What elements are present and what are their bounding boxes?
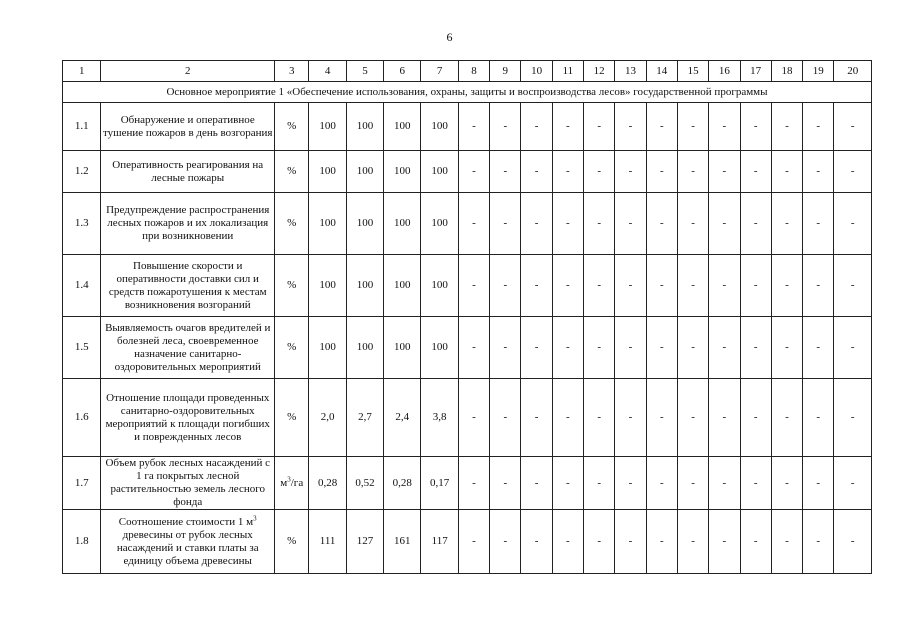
value-cell: - xyxy=(458,510,489,574)
header-cell: 4 xyxy=(309,61,346,82)
value-cell: - xyxy=(615,103,646,151)
value-cell: 100 xyxy=(384,193,421,255)
row-number: 1.6 xyxy=(63,379,101,457)
value-cell: 100 xyxy=(346,255,383,317)
value-cell: - xyxy=(677,151,708,193)
value-cell: - xyxy=(771,317,802,379)
value-cell: - xyxy=(709,510,740,574)
value-cell: - xyxy=(646,193,677,255)
value-cell: 100 xyxy=(421,193,458,255)
value-cell: - xyxy=(740,457,771,510)
page-number: 6 xyxy=(446,30,453,44)
value-cell: 100 xyxy=(346,317,383,379)
value-cell: - xyxy=(709,193,740,255)
header-cell: 15 xyxy=(677,61,708,82)
value-cell: - xyxy=(834,317,872,379)
value-cell: - xyxy=(490,379,521,457)
table-row xyxy=(63,317,872,379)
value-cell: - xyxy=(552,103,583,151)
section-row xyxy=(63,82,872,103)
value-cell: - xyxy=(615,317,646,379)
value-cell: - xyxy=(552,510,583,574)
table-row xyxy=(63,457,872,510)
value-cell: 2,7 xyxy=(346,379,383,457)
unit-part: /га xyxy=(290,476,304,489)
header-cell: 10 xyxy=(521,61,552,82)
value-cell: - xyxy=(771,510,802,574)
value-cell: - xyxy=(709,379,740,457)
value-cell: - xyxy=(521,317,552,379)
header-cell: 17 xyxy=(740,61,771,82)
value-cell: - xyxy=(584,457,615,510)
indicator-name: Оперативность реагирования на лесные пожары xyxy=(101,151,275,193)
value-cell: - xyxy=(584,193,615,255)
value-cell: - xyxy=(490,510,521,574)
indicator-name: Объем рубок лесных насаждений с 1 га покрытых лесной растительностью земель лесного фонда xyxy=(101,457,275,510)
value-cell: - xyxy=(677,255,708,317)
value-cell: - xyxy=(740,379,771,457)
header-cell: 11 xyxy=(552,61,583,82)
value-cell: 100 xyxy=(421,103,458,151)
value-cell: 3,8 xyxy=(421,379,458,457)
value-cell: - xyxy=(584,103,615,151)
value-cell: - xyxy=(709,103,740,151)
header-cell: 13 xyxy=(615,61,646,82)
value-cell: - xyxy=(584,379,615,457)
value-cell: - xyxy=(584,151,615,193)
table-row xyxy=(63,379,872,457)
value-cell: - xyxy=(646,510,677,574)
header-cell: 1 xyxy=(63,61,101,82)
value-cell: 100 xyxy=(346,193,383,255)
indicator-name: Отношение площади проведенных санитарно-оздоровительных мероприятий к площади погибших и поврежденных лесов xyxy=(101,379,275,457)
unit-cell: % xyxy=(275,510,309,574)
unit-cell: % xyxy=(275,103,309,151)
value-cell: - xyxy=(458,255,489,317)
value-cell: - xyxy=(646,151,677,193)
indicator-name xyxy=(101,510,275,574)
indicator-name-sup: 3 xyxy=(253,513,257,522)
value-cell: - xyxy=(521,255,552,317)
header-cell: 3 xyxy=(275,61,309,82)
value-cell: - xyxy=(740,510,771,574)
value-cell: 2,0 xyxy=(309,379,346,457)
indicator-name: Обнаружение и оперативное тушение пожаров в день возгорания xyxy=(101,103,275,151)
value-cell: - xyxy=(646,317,677,379)
value-cell: - xyxy=(552,193,583,255)
value-cell: - xyxy=(834,255,872,317)
value-cell: - xyxy=(552,379,583,457)
value-cell: - xyxy=(521,510,552,574)
indicator-name-part: Соотношение стоимости 1 м xyxy=(118,515,254,528)
header-cell: 14 xyxy=(646,61,677,82)
header-cell: 7 xyxy=(421,61,458,82)
value-cell: - xyxy=(646,255,677,317)
value-cell: - xyxy=(584,255,615,317)
value-cell: - xyxy=(803,255,834,317)
value-cell: - xyxy=(803,317,834,379)
value-cell: - xyxy=(709,151,740,193)
value-cell: 100 xyxy=(309,151,346,193)
value-cell: - xyxy=(834,379,872,457)
value-cell: 0,28 xyxy=(309,457,346,510)
indicators-table xyxy=(62,60,872,574)
value-cell: 0,17 xyxy=(421,457,458,510)
value-cell: - xyxy=(615,457,646,510)
value-cell: - xyxy=(771,255,802,317)
value-cell: - xyxy=(677,103,708,151)
value-cell: - xyxy=(490,151,521,193)
row-number: 1.1 xyxy=(63,103,101,151)
value-cell: - xyxy=(490,457,521,510)
value-cell: - xyxy=(740,317,771,379)
value-cell: 100 xyxy=(421,255,458,317)
header-cell: 19 xyxy=(803,61,834,82)
value-cell: - xyxy=(458,103,489,151)
value-cell: - xyxy=(458,193,489,255)
header-cell: 9 xyxy=(490,61,521,82)
unit-cell: % xyxy=(275,193,309,255)
value-cell: 2,4 xyxy=(384,379,421,457)
indicator-name: Выявляемость очагов вредителей и болезней леса, своевременное назначение санитарно-оздоровительных мероприятий xyxy=(101,317,275,379)
value-cell: - xyxy=(521,151,552,193)
value-cell: - xyxy=(490,317,521,379)
value-cell: - xyxy=(552,457,583,510)
value-cell: - xyxy=(834,103,872,151)
value-cell: - xyxy=(458,457,489,510)
value-cell: - xyxy=(552,255,583,317)
unit-cell xyxy=(275,457,309,510)
value-cell: - xyxy=(771,103,802,151)
header-cell: 2 xyxy=(101,61,275,82)
value-cell: - xyxy=(740,193,771,255)
value-cell: 100 xyxy=(384,151,421,193)
value-cell: - xyxy=(677,510,708,574)
row-number: 1.8 xyxy=(63,510,101,574)
header-cell: 12 xyxy=(584,61,615,82)
value-cell: - xyxy=(771,457,802,510)
table-row xyxy=(63,255,872,317)
value-cell: 100 xyxy=(384,103,421,151)
value-cell: - xyxy=(677,193,708,255)
row-number: 1.2 xyxy=(63,151,101,193)
value-cell: - xyxy=(552,317,583,379)
table-row xyxy=(63,103,872,151)
value-cell: - xyxy=(834,151,872,193)
value-cell: 0,52 xyxy=(346,457,383,510)
header-row xyxy=(63,61,872,82)
value-cell: - xyxy=(803,510,834,574)
unit-part: м xyxy=(280,476,288,489)
value-cell: 161 xyxy=(384,510,421,574)
value-cell: 100 xyxy=(384,255,421,317)
value-cell: - xyxy=(803,457,834,510)
value-cell: - xyxy=(521,193,552,255)
value-cell: - xyxy=(771,193,802,255)
value-cell: - xyxy=(803,379,834,457)
value-cell: 127 xyxy=(346,510,383,574)
row-number: 1.3 xyxy=(63,193,101,255)
value-cell: - xyxy=(490,255,521,317)
value-cell: - xyxy=(615,151,646,193)
header-cell: 8 xyxy=(458,61,489,82)
value-cell: 100 xyxy=(309,193,346,255)
unit-cell: % xyxy=(275,317,309,379)
value-cell: - xyxy=(458,379,489,457)
table-row xyxy=(63,193,872,255)
value-cell: - xyxy=(740,151,771,193)
header-cell: 6 xyxy=(384,61,421,82)
indicator-name: Предупреждение распространения лесных пожаров и их локализация при возникновении xyxy=(101,193,275,255)
unit-sup: 3 xyxy=(287,474,291,483)
value-cell: - xyxy=(803,103,834,151)
value-cell: - xyxy=(646,103,677,151)
header-cell: 20 xyxy=(834,61,872,82)
header-cell: 18 xyxy=(771,61,802,82)
value-cell: - xyxy=(771,379,802,457)
section-title: Основное мероприятие 1 «Обеспечение использования, охраны, защиты и воспроизводства лесов» государственной программы xyxy=(63,82,872,103)
unit-cell: % xyxy=(275,151,309,193)
value-cell: 100 xyxy=(309,103,346,151)
value-cell: - xyxy=(490,193,521,255)
value-cell: - xyxy=(740,103,771,151)
value-cell: - xyxy=(521,379,552,457)
value-cell: 100 xyxy=(384,317,421,379)
value-cell: - xyxy=(740,255,771,317)
value-cell: - xyxy=(677,457,708,510)
value-cell: 100 xyxy=(346,103,383,151)
indicator-name: Повышение скорости и оперативности доставки сил и средств пожаротушения к местам возникновения возгораний xyxy=(101,255,275,317)
value-cell: - xyxy=(584,317,615,379)
value-cell: 117 xyxy=(421,510,458,574)
value-cell: 111 xyxy=(309,510,346,574)
value-cell: - xyxy=(834,510,872,574)
value-cell: - xyxy=(552,151,583,193)
value-cell: - xyxy=(615,193,646,255)
value-cell: - xyxy=(490,103,521,151)
value-cell: - xyxy=(458,151,489,193)
value-cell: - xyxy=(677,379,708,457)
unit-cell: % xyxy=(275,255,309,317)
value-cell: - xyxy=(615,255,646,317)
table-row xyxy=(63,151,872,193)
row-number: 1.5 xyxy=(63,317,101,379)
value-cell: - xyxy=(709,457,740,510)
row-number: 1.7 xyxy=(63,457,101,510)
value-cell: - xyxy=(803,193,834,255)
value-cell: - xyxy=(615,379,646,457)
value-cell: - xyxy=(615,510,646,574)
value-cell: 100 xyxy=(421,151,458,193)
indicator-name-part: древесины от рубок лесных насаждений и ставки платы за единицу объема древесины xyxy=(116,528,259,567)
value-cell: - xyxy=(521,103,552,151)
value-cell: - xyxy=(677,317,708,379)
value-cell: 100 xyxy=(309,255,346,317)
table-row xyxy=(63,510,872,574)
value-cell: - xyxy=(646,457,677,510)
value-cell: 100 xyxy=(309,317,346,379)
value-cell: - xyxy=(709,255,740,317)
value-cell: - xyxy=(584,510,615,574)
value-cell: - xyxy=(458,317,489,379)
value-cell: 100 xyxy=(346,151,383,193)
value-cell: - xyxy=(521,457,552,510)
value-cell: - xyxy=(834,457,872,510)
value-cell: - xyxy=(803,151,834,193)
value-cell: - xyxy=(646,379,677,457)
value-cell: - xyxy=(709,317,740,379)
value-cell: - xyxy=(834,193,872,255)
unit-cell: % xyxy=(275,379,309,457)
header-cell: 16 xyxy=(709,61,740,82)
value-cell: - xyxy=(771,151,802,193)
header-cell: 5 xyxy=(346,61,383,82)
value-cell: 100 xyxy=(421,317,458,379)
row-number: 1.4 xyxy=(63,255,101,317)
value-cell: 0,28 xyxy=(384,457,421,510)
